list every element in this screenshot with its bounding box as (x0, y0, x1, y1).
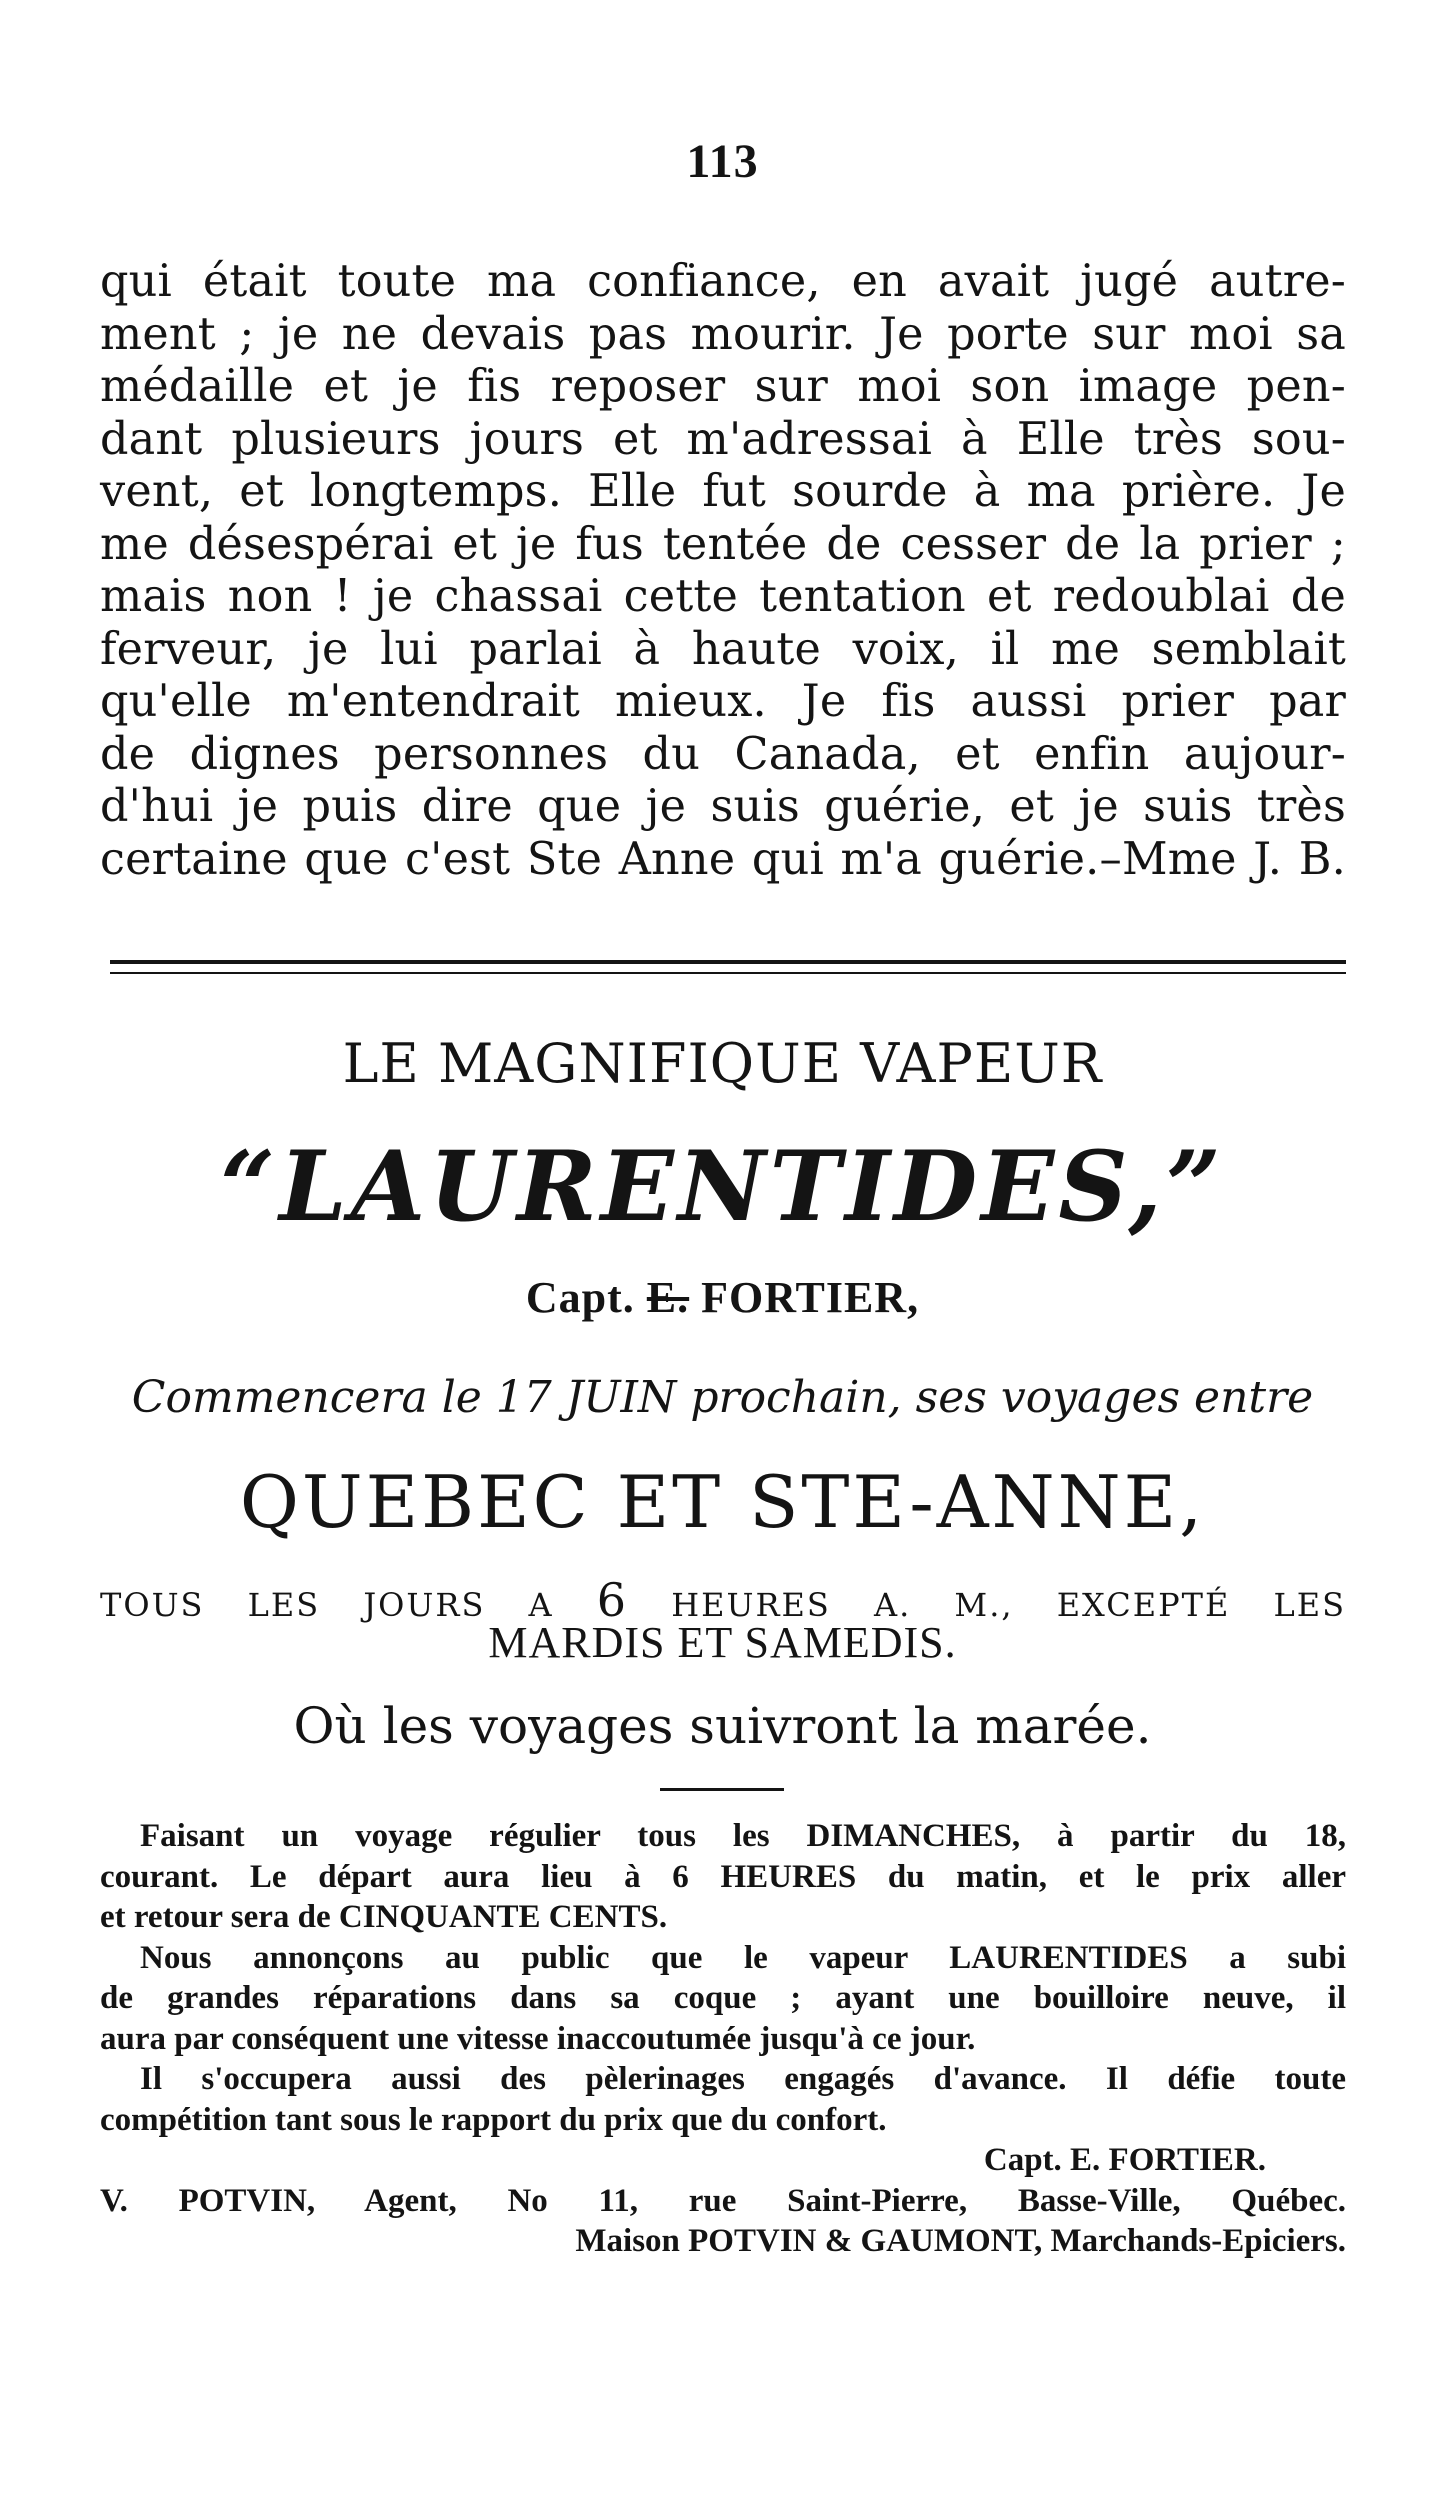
house-line: Maison POTVIN & GAUMONT, Marchands-Epiciers. (575, 2223, 1346, 2259)
section-divider-thin (110, 972, 1346, 974)
days-word: EXCEPTÉ (1056, 1586, 1231, 1624)
days-word: LES (247, 1586, 321, 1624)
days-hour: 6 (596, 1573, 629, 1627)
days-word: TOUS (100, 1586, 205, 1624)
captain-signature: Capt. E. FORTIER. (983, 2142, 1266, 2178)
notice-line: aura par conséquent une vitesse inaccoutumée jusqu'à ce jour. (100, 2020, 976, 2057)
tide-note: Où les voyages suivront la marée. (293, 1697, 1152, 1755)
testimony-line: dant plusieurs jours et m'adressai à Elle très sou- (100, 413, 1346, 465)
days-word: LES (1273, 1586, 1347, 1624)
days-word: HEURES (671, 1586, 831, 1624)
notice-line: de grandes réparations dans sa coque ; ayant une bouilloire neuve, il (100, 1980, 1346, 2016)
notice-line: Il s'occupera aussi des pèlerinages engagés d'avance. Il défie toute (140, 2061, 1346, 2097)
days-word: JOURS (363, 1586, 486, 1624)
closed-days: MARDIS ET SAMEDIS. (488, 1618, 957, 1667)
captain-initial: E. (646, 1273, 690, 1322)
testimony-line: ferveur, je lui parlai à haute voix, il me semblait (100, 623, 1346, 675)
short-divider (660, 1788, 784, 1791)
testimony-line: ment ; je ne devais pas mourir. Je porte sur moi sa (100, 308, 1346, 360)
testimony-line: mais non ! je chassai cette tentation et redoublai de (100, 571, 1346, 622)
notice-block (100, 1816, 1346, 2262)
captain-name: FORTIER, (701, 1273, 920, 1322)
days-word: A (528, 1586, 554, 1624)
captain-prefix: Capt. (525, 1273, 635, 1322)
notice-line: Faisant un voyage régulier tous les DIMANCHES, à partir du 18, (140, 1818, 1346, 1854)
testimony-line: vent, et longtemps. Elle fut sourde à ma prière. Je (100, 466, 1346, 517)
testimony-line: d'hui je puis dire que je suis guérie, et je suis très (100, 781, 1346, 832)
days-word: A. (873, 1586, 912, 1624)
ship-name: “LAURENTIDES,” (220, 1130, 1225, 1243)
schedule-line: Commencera le 17 JUIN prochain, ses voyages entre (131, 1372, 1314, 1423)
testimony-line: me désespérai et je fus tentée de cesser de la prier ; (100, 518, 1346, 570)
notice-line: compétition tant sous le rapport du prix que du confort. (100, 2101, 887, 2138)
notice-line: Nous annonçons au public que le vapeur LAURENTIDES a subi (140, 1939, 1346, 1976)
section-divider-thick (110, 960, 1346, 964)
ad-heading: LE MAGNIFIQUE VAPEUR (342, 1032, 1103, 1095)
testimony-paragraph (100, 256, 1346, 886)
captain-line (0, 1272, 1445, 1323)
notice-line: et retour sera de CINQUANTE CENTS. (100, 1899, 668, 1935)
testimony-signature-line: certaine que c'est Ste Anne qui m'a guérie.–Mme J. B. (100, 833, 1346, 885)
testimony-line: médaille et je fis reposer sur moi son image pen- (100, 361, 1346, 412)
testimony-line: qui était toute ma confiance, en avait jugé autre- (100, 256, 1346, 307)
route-line: QUEBEC ET STE-ANNE, (239, 1460, 1206, 1544)
agent-line: V. POTVIN, Agent, No 11, rue Saint-Pierre, Basse-Ville, Québec. (100, 2182, 1346, 2219)
testimony-line: de dignes personnes du Canada, et enfin aujour- (100, 728, 1346, 780)
days-word: M., (954, 1586, 1014, 1624)
notice-line: courant. Le départ aura lieu à 6 HEURES du matin, et le prix aller (100, 1858, 1346, 1895)
page-number: 113 (686, 135, 759, 188)
testimony-line: qu'elle m'entendrait mieux. Je fis aussi prier par (100, 676, 1346, 727)
